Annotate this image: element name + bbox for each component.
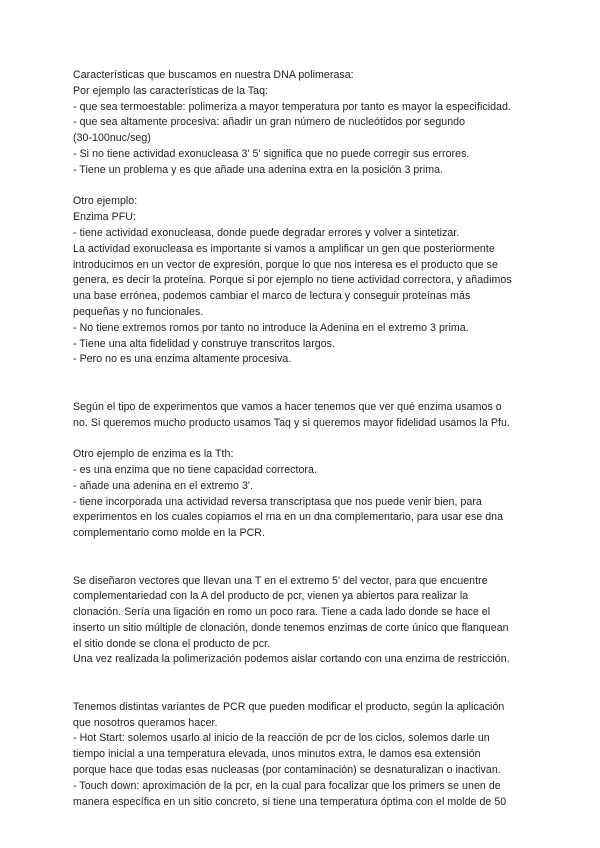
text-line: clonación. Sería una ligación en romo un poco rara. Tiene a cada lado donde se hace el [73, 606, 491, 619]
paragraph-spacer [73, 368, 533, 400]
list-item: - Pero no es una enzima altamente procesiva. [73, 353, 292, 366]
text-line: no. Si queremos mucho producto usamos Taq y si queremos mayor fidelidad usamos la Pfu. [73, 416, 510, 429]
text-line: Se diseñaron vectores que llevan una T en el extremo 5' del vector, para que encuentre [73, 574, 488, 587]
text-line: complementariedad con la A del producto de pcr, vienen ya abiertos para realizar la [73, 590, 469, 603]
text-line: Tenemos distintas variantes de PCR que pueden modificar el producto, según la aplicación [73, 700, 505, 713]
text-line: pequeñas y no funcionales. [73, 305, 204, 318]
section-heading: Otro ejemplo de enzima es la Tth: [73, 448, 234, 461]
text-line: introducimos en un vector de expresión, porque lo que nos interesa es el producto que se [73, 258, 498, 271]
list-item: - añade una adenina en el extremo 3'. [73, 479, 253, 492]
paragraph-spacer [73, 179, 533, 195]
list-item: - que sea termoestable: polimeriza a mayor temperatura por tanto es mayor la especificidad. [73, 100, 511, 113]
paragraph-spacer [73, 431, 533, 447]
text-line: porque hace que todas esas nucleasas (por contaminación) se desnaturalizan o inactivan. [73, 764, 501, 777]
text-line: genera, es decir la proteína. Porque si por ejemplo no tiene actividad correctora, y añadimos [73, 274, 512, 287]
document-body [73, 68, 533, 810]
text-line: Enzima PFU: [73, 211, 136, 224]
list-item: - es una enzima que no tiene capacidad correctora. [73, 463, 317, 476]
text-line: Una vez realizada la polimerización podemos aislar cortando con una enzima de restricción. [73, 653, 510, 666]
list-item: - Tiene una alta fidelidad y construye transcritos largos. [73, 337, 335, 350]
list-item: - Tiene un problema y es que añade una adenina extra en la posición 3 prima. [73, 163, 444, 176]
text-line: experimentos en los cuales copiamos el rna en un dna complementario, para usar ese dna [73, 511, 504, 524]
list-item: - Touch down: aproximación de la pcr, en la cual para focalizar que los primers se unen de [73, 779, 501, 792]
text-line: Por ejemplo las características de la Taq: [73, 84, 269, 97]
text-line: que nosotros queramos hacer. [73, 716, 218, 729]
list-item: - tiene incorporada una actividad reversa transcriptasa que nos puede venir bien, para [73, 495, 482, 508]
text-line: Según el tipo de experimentos que vamos a hacer tenemos que ver qué enzima usamos o [73, 400, 502, 413]
text-line: manera específica en un sitio concreto, si tiene una temperatura óptima con el molde de 50 [73, 795, 507, 808]
list-item: - Si no tiene actividad exonucleasa 3' 5' significa que no puede corregir sus errores. [73, 147, 470, 160]
text-line: una base errónea, podemos cambiar el marco de lectura y conseguir proteínas más [73, 290, 471, 303]
list-item: - No tiene extremos romos por tanto no introduce la Adenina en el extremo 3 prima. [73, 321, 469, 334]
text-line: tiempo inicial a una temperatura elevada, unos minutos extra, le damos esa extensión [73, 748, 481, 761]
text-line: La actividad exonucleasa es importante si vamos a amplificar un gen que posteriormente [73, 242, 495, 255]
section-heading: Otro ejemplo: [73, 195, 138, 208]
text-line: el sitio donde se clona el producto de pcr. [73, 637, 271, 650]
text-line: (30-100nuc/seg) [73, 132, 151, 145]
list-item: - Hot Start: solemos usarlo al inicio de la reacción de pcr de los ciclos, solemos darle un [73, 732, 490, 745]
list-item: - que sea altamente procesiva: añadir un gran número de nucleótidos por segundo [73, 116, 466, 129]
text-line: inserto un sitio múltiple de clonación, donde tenemos enzimas de corte único que flanquean [73, 621, 509, 634]
paragraph-spacer [73, 542, 533, 574]
paragraph-spacer [73, 668, 533, 700]
section-heading: Características que buscamos en nuestra DNA polimerasa: [73, 69, 354, 81]
text-line: complementario como molde en la PCR. [73, 527, 265, 540]
list-item: - tiene actividad exonucleasa, donde puede degradar errores y volver a sintetizar. [73, 226, 460, 239]
